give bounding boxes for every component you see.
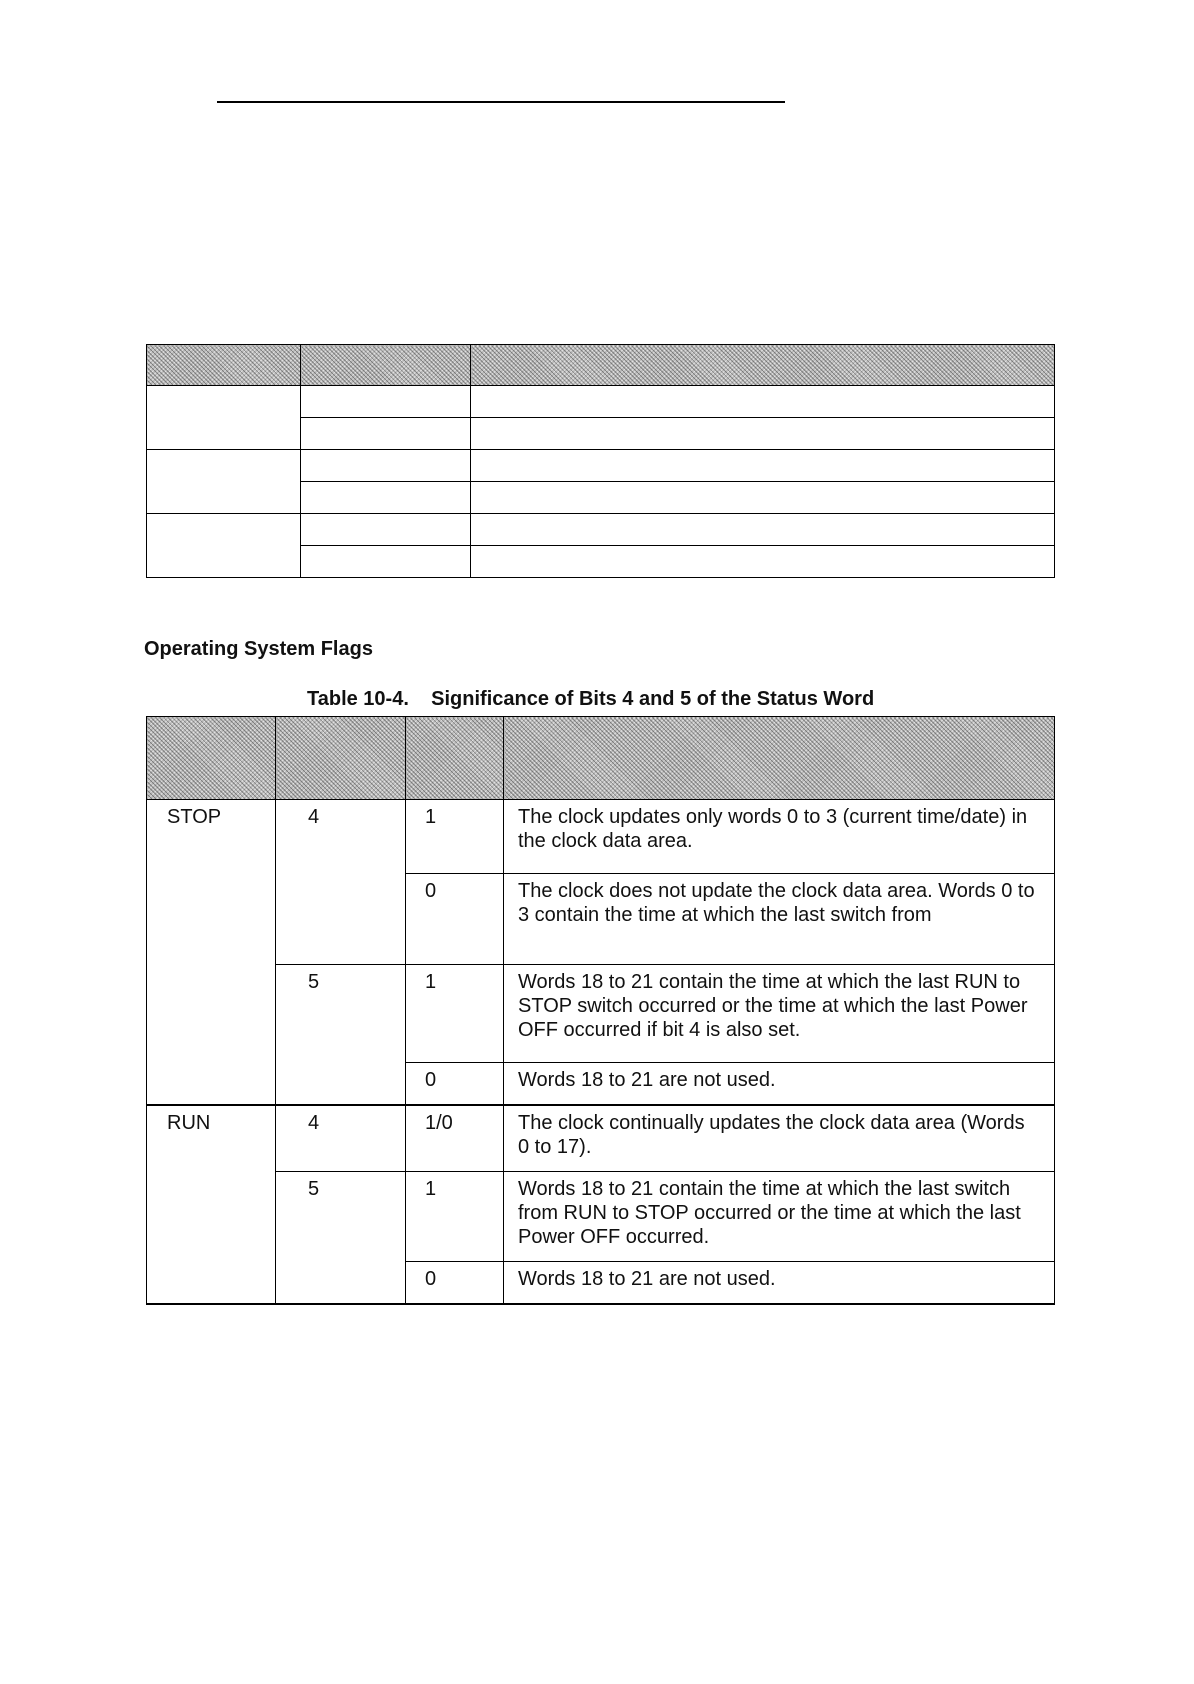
upper-table-header-row [147, 345, 1055, 386]
table-caption [307, 688, 874, 711]
state-cell: 0 [406, 874, 504, 965]
status-table-header-cell [504, 717, 1055, 800]
upper-table-cell [471, 546, 1055, 578]
upper-table-header-cell [147, 345, 301, 386]
description-cell: The clock continually updates the clock data area (Words 0 to 17). [504, 1105, 1055, 1172]
section-heading: Operating System Flags [144, 638, 373, 660]
bit-cell: 5 [276, 1172, 406, 1305]
upper-table-cell [301, 418, 471, 450]
upper-table-cell [147, 514, 301, 578]
table-caption-number: Table 10-4. [307, 688, 409, 710]
upper-table-header-cell [301, 345, 471, 386]
description-cell: Words 18 to 21 contain the time at which the last switch from RUN to STOP occurred or the time at which the last Power OFF occurred. [504, 1172, 1055, 1262]
table-caption-title: Significance of Bits 4 and 5 of the Status Word [431, 688, 875, 710]
status-table-header-cell [406, 717, 504, 800]
status-table-header-cell [276, 717, 406, 800]
upper-table-row [147, 514, 1055, 546]
upper-table-row [147, 450, 1055, 482]
description-cell: The clock does not update the clock data area. Words 0 to 3 contain the time at which the last switch from [504, 874, 1055, 965]
description-cell: Words 18 to 21 are not used. [504, 1063, 1055, 1106]
mode-cell: RUN [147, 1105, 276, 1304]
upper-table-cell [147, 386, 301, 450]
upper-table [146, 344, 1055, 578]
upper-table-cell [147, 450, 301, 514]
upper-table-row [147, 386, 1055, 418]
description-cell: Words 18 to 21 are not used. [504, 1262, 1055, 1305]
bit-cell: 4 [276, 1105, 406, 1172]
table-row [147, 1172, 1055, 1262]
state-cell: 1 [406, 965, 504, 1063]
state-cell: 1/0 [406, 1105, 504, 1172]
upper-table-cell [301, 386, 471, 418]
state-cell: 1 [406, 800, 504, 874]
state-cell: 0 [406, 1063, 504, 1106]
upper-table-cell [301, 514, 471, 546]
status-table-header-cell [147, 717, 276, 800]
description-cell: The clock updates only words 0 to 3 (current time/date) in the clock data area. [504, 800, 1055, 874]
upper-table-header-cell [471, 345, 1055, 386]
status-word-table [146, 716, 1055, 1305]
state-cell: 1 [406, 1172, 504, 1262]
table-row [147, 1105, 1055, 1172]
bit-cell: 5 [276, 965, 406, 1106]
upper-table-cell [301, 450, 471, 482]
description-cell: Words 18 to 21 contain the time at which the last RUN to STOP switch occurred or the time at which the last Power OFF occurred if bit 4 is also set. [504, 965, 1055, 1063]
bit-cell: 4 [276, 800, 406, 965]
header-rule [217, 101, 785, 103]
upper-table-cell [301, 482, 471, 514]
upper-table-cell [301, 546, 471, 578]
table-row [147, 965, 1055, 1063]
upper-table-cell [471, 482, 1055, 514]
status-table-header-row [147, 717, 1055, 800]
upper-table-cell [471, 418, 1055, 450]
upper-table-cell [471, 386, 1055, 418]
state-cell: 0 [406, 1262, 504, 1305]
table-row [147, 800, 1055, 874]
upper-table-cell [471, 450, 1055, 482]
mode-cell: STOP [147, 800, 276, 1106]
upper-table-cell [471, 514, 1055, 546]
